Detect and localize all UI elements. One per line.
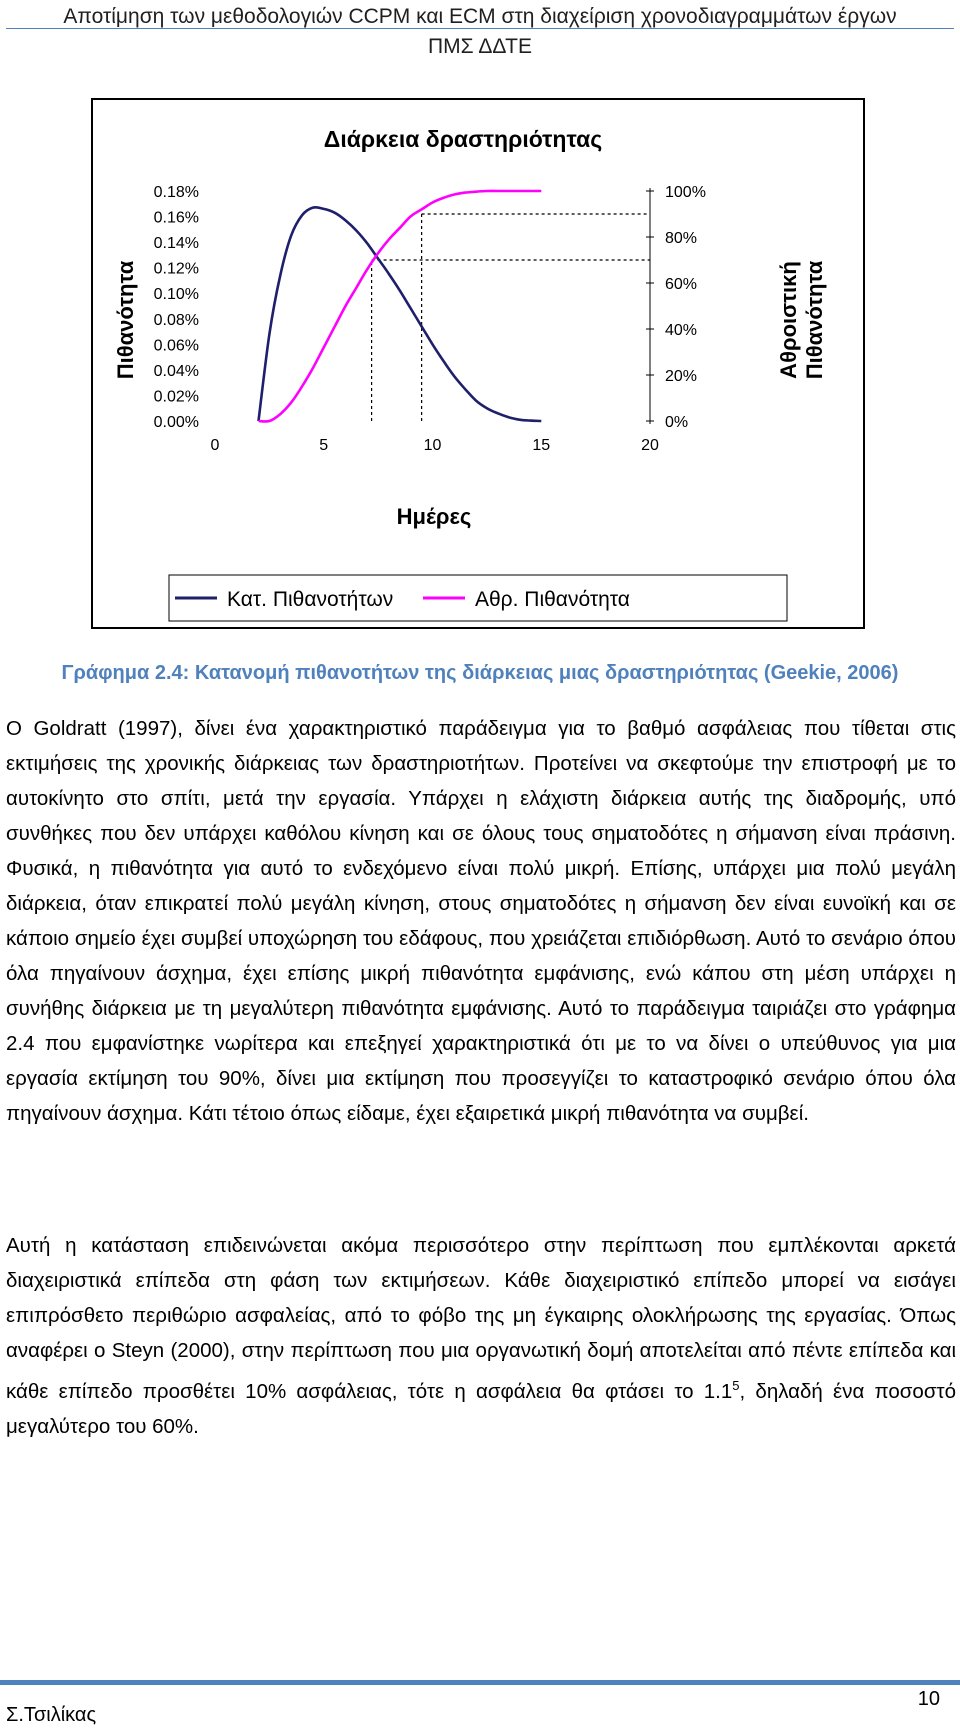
y-tick-label: 0.14% bbox=[153, 235, 199, 253]
y-tick-label: 0.00% bbox=[153, 414, 199, 431]
paragraph-2 bbox=[6, 1228, 956, 1444]
y2-axis-label-line2: Πιθανότητα bbox=[802, 260, 827, 380]
y-tick-label: 0.04% bbox=[153, 362, 199, 380]
y2-axis-label-line1: Αθροιστική bbox=[776, 261, 801, 379]
chart-title: Διάρκεια δραστηριότητας bbox=[323, 126, 603, 152]
y2-tick-label: 40% bbox=[665, 322, 698, 339]
x-tick-label: 0 bbox=[210, 437, 220, 454]
y-axis-label: Πιθανότητα bbox=[113, 260, 138, 380]
chart-frame bbox=[91, 98, 865, 629]
y2-tick-label: 20% bbox=[665, 368, 698, 385]
x-tick-label: 5 bbox=[319, 437, 329, 454]
page-number: 10 bbox=[917, 1688, 940, 1710]
figure-caption: Γράφημα 2.4: Κατανομή πιθανοτήτων της διάρκειας μιας δραστηριότητας (Geekie, 2006) bbox=[61, 662, 899, 684]
document-title: Αποτίμηση των μεθοδολογιών CCPM και ECM στη διαχείριση χρονοδιαγραμμάτων έργων bbox=[63, 5, 897, 28]
plot-area bbox=[154, 184, 706, 454]
y-tick-label: 0.12% bbox=[153, 260, 199, 278]
series-line-cumulative-probability bbox=[259, 191, 542, 422]
legend-label-cdf: Αθρ. Πιθανότητα bbox=[475, 588, 630, 611]
activity-duration-chart bbox=[93, 100, 867, 631]
author-name: Σ.Τσιλίκας bbox=[6, 1704, 97, 1726]
paragraph-1: Ο Goldratt (1997), δίνει ένα χαρακτηριστικό παράδειγμα για το βαθμό ασφάλειας που τίθεται στις εκτιμήσεις της χρονικής διάρκειας των δραστηριοτήτων. Προτείνει να σκεφτούμε την επιστροφή με το αυτοκίνητο στο σπίτι, μετά την εργασία. Υπάρχει η ελάχιστη διάρκεια αυτής της διαδρομής, υπό συνθήκες που δεν υπάρχει καθόλου κίνηση και σε όλους τους σηματοδότες η σήμανση είναι πράσινη. Φυσικά, η πιθανότητα για αυτό το ενδεχόμενο είναι πολύ μικρή. Επίσης, υπάρχει μια πολύ μεγάλη διάρκεια, όταν επικρατεί πολύ μεγάλη κίνηση, στους σηματοδότες η σήμανση δεν είναι ευνοϊκή και σε κάποιο σημείο έχει συμβεί υποχώρηση του εδάφους, που χρειάζεται επιδιόρθωση. Αυτό το σενάριο όπου όλα πηγαίνουν άσχημα, έχει επίσης μικρή πιθανότητα εμφάνισης, ενώ κάπου στη μέση υπάρχει η συνήθης διάρκεια με τη μεγαλύτερη πιθανότητα εμφάνισης. Αυτό το παράδειγμα ταιριάζει στο γράφημα 2.4 που εμφανίστηκε νωρίτερα και επεξηγεί χαρακτηριστικά ότι με το να δίνει ο υπεύθυνος για μια εργασία εκτίμηση του 90%, δίνει μια εκτίμηση που προσεγγίζει το καταστροφικό σενάριο όπου όλα πηγαίνουν άσχημα. Κάτι τέτοιο όπως είδαμε, έχει εξαιρετικά μικρή πιθανότητα να συμβεί. bbox=[6, 717, 956, 1125]
footer-rule bbox=[0, 1680, 960, 1685]
x-tick-label: 10 bbox=[423, 437, 442, 454]
paragraph-2-text: Αυτή η κατάσταση επιδεινώνεται ακόμα περισσότερο στην περίπτωση που εμπλέκονται αρκετά διαχειριστικά επίπεδα στη φάση των εκτιμήσεων. Κάθε διαχειριστικό επίπεδο μπορεί να εισάγει επιπρόσθετο περιθώριο ασφαλείας, από το φόβο της μη έγκαιρης ολοκλήρωσης της εργασίας. Όπως αναφέρει ο Steyn (2000), στην περίπτωση που μια οργανωτική δομή αποτελείται από πέντε επίπεδα και κάθε επίπεδο προσθέτει 10% ασφάλειας, τότε η ασφάλεια θα φτάσει το 1.1 bbox=[6, 1234, 956, 1403]
y-tick-label: 0.08% bbox=[153, 311, 199, 329]
y2-tick-label: 60% bbox=[665, 276, 698, 293]
header-rule bbox=[6, 28, 954, 29]
y-tick-label: 0.06% bbox=[153, 337, 199, 355]
y-tick-label: 0.16% bbox=[153, 209, 199, 227]
y-tick-label: 0.18% bbox=[153, 184, 199, 201]
paragraph-2-text-end: , δηλαδή ένα ποσοστό μεγαλύτερο του 60%. bbox=[6, 1379, 956, 1438]
paragraph-2-exponent: 5 bbox=[732, 1378, 740, 1393]
y2-tick-label: 80% bbox=[665, 230, 698, 247]
x-tick-label: 15 bbox=[532, 437, 551, 454]
x-axis-label: Ημέρες bbox=[396, 504, 472, 529]
legend-label-pdf: Κατ. Πιθανοτήτων bbox=[227, 588, 394, 611]
y-tick-label: 0.10% bbox=[153, 286, 199, 304]
y2-tick-label: 100% bbox=[665, 184, 706, 201]
y2-tick-label: 0% bbox=[665, 414, 689, 431]
x-tick-label: 20 bbox=[641, 437, 659, 454]
program-name: ΠΜΣ ΔΔΤΕ bbox=[428, 35, 532, 58]
y-tick-label: 0.02% bbox=[153, 388, 199, 406]
